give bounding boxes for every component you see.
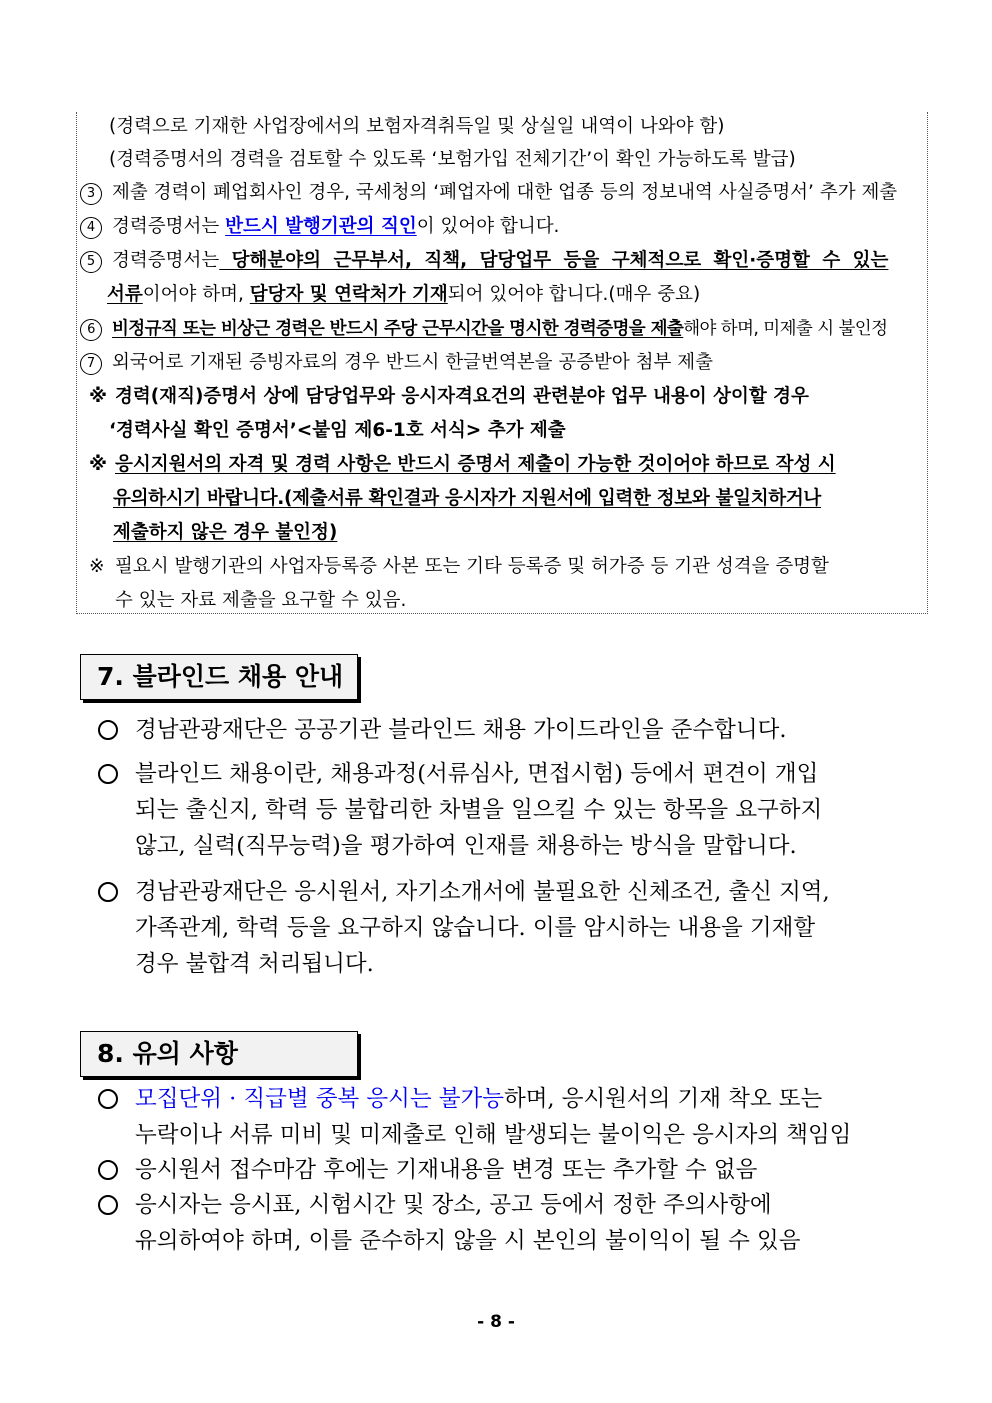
note-text: 필요시 발행기관의 사업자등록증 사본 또는 기타 등록증 및 허가증 등 기관 성격을 증명할 — [115, 556, 829, 577]
note-item-5 — [77, 246, 888, 276]
note-text: 되어 있어야 합니다.(매우 중요) — [447, 284, 701, 305]
circled-number: 3 — [80, 183, 102, 205]
note-text: 경력(재직)증명서 상에 담당업무와 응시자격요건의 관련분야 업무 내용이 상이할 경우 — [115, 386, 809, 407]
note-item-5-cont — [107, 280, 700, 310]
section-title: 7. 블라인드 채용 안내 — [97, 662, 344, 691]
emphasis-text: 당해분야의 근무부서, 직책, 담당업무 등을 구체적으로 확인·증명할 수 있는 — [219, 250, 889, 271]
section-7-paragraph-2: 블라인드 채용이란, 채용과정(서류심사, 면접시험) 등에서 편견이 개입 — [135, 761, 819, 787]
page-number: - 8 - — [477, 1312, 515, 1332]
section-8-paragraph-1 — [135, 1081, 822, 1117]
reference-note-2-cont: 제출하지 않은 경우 불인정) — [113, 522, 338, 543]
emphasis-text: 서류 — [107, 284, 143, 305]
bullet-circle — [98, 882, 118, 902]
circled-number: 5 — [80, 251, 102, 273]
note-item-4 — [77, 212, 559, 242]
note-line: (경력으로 기재한 사업장에서의 보험자격취득일 및 상실일 내역이 나와야 함) — [109, 116, 725, 137]
note-item-6 — [77, 314, 887, 344]
note-text: 경력증명서는 — [112, 216, 226, 237]
note-text: 응시지원서의 자격 및 경력 사항은 반드시 증명서 제출이 가능한 것이어야 하므로 작성 시 — [115, 454, 836, 475]
reference-note-3-cont: 수 있는 자료 제출을 요구할 수 있음. — [115, 590, 407, 611]
note-item-7 — [77, 348, 713, 378]
section-8-paragraph-2: 응시원서 접수마감 후에는 기재내용을 변경 또는 추가할 수 없음 — [135, 1157, 758, 1183]
note-text: 이어야 하며, — [142, 284, 250, 305]
reference-note-1-cont: ‘경력사실 확인 증명서’<붙임 제6-1호 서식> 추가 제출 — [109, 420, 566, 441]
bullet-circle — [98, 1160, 118, 1180]
notice-box — [76, 112, 928, 614]
emphasis-text: 반드시 발행기관의 직인 — [225, 216, 417, 237]
emphasis-text: 모집단위 · 직급별 중복 응시는 불가능 — [135, 1086, 504, 1112]
section-7-paragraph-2: 되는 출신지, 학력 등 불합리한 차별을 일으킬 수 있는 항목을 요구하지 — [135, 797, 823, 823]
section-7-paragraph-3: 가족관계, 학력 등을 요구하지 않습니다. 이를 암시하는 내용을 기재할 — [135, 915, 816, 941]
section-8-paragraph-3: 유의하여야 하며, 이를 준수하지 않을 시 본인의 불이익이 될 수 있음 — [135, 1228, 801, 1254]
circled-number: 6 — [80, 319, 102, 341]
note-text: 경력증명서는 — [112, 250, 220, 271]
circled-number: 4 — [80, 217, 102, 239]
reference-mark: ※ — [89, 556, 105, 577]
reference-mark: ※ — [89, 454, 107, 475]
paragraph-text: 하며, 응시원서의 기재 착오 또는 — [503, 1086, 823, 1112]
bullet-circle — [98, 720, 118, 740]
reference-mark: ※ — [89, 386, 107, 407]
bullet-circle — [98, 1195, 118, 1215]
section-title: 8. 유의 사항 — [97, 1039, 238, 1068]
section-8-paragraph-3: 응시자는 응시표, 시험시간 및 장소, 공고 등에서 정한 주의사항에 — [135, 1192, 772, 1218]
section-7-paragraph-1: 경남관광재단은 공공기관 블라인드 채용 가이드라인을 준수합니다. — [135, 717, 787, 743]
section-8-paragraph-1: 누락이나 서류 미비 및 미제출로 인해 발생되는 불이익은 응시자의 책임임 — [135, 1122, 852, 1148]
note-text: 해야 하며, 미제출 시 불인정 — [683, 319, 888, 339]
reference-note-1 — [79, 382, 809, 412]
note-item-3 — [77, 178, 897, 208]
section-7-paragraph-3: 경남관광재단은 응시원서, 자기소개서에 불필요한 신체조건, 출신 지역, — [135, 879, 830, 905]
bullet-circle — [98, 764, 118, 784]
section-7-paragraph-2: 않고, 실력(직무능력)을 평가하여 인재를 채용하는 방식을 말합니다. — [135, 833, 797, 859]
note-text: 외국어로 기재된 증빙자료의 경우 반드시 한글번역본을 공증받아 첨부 제출 — [112, 352, 714, 373]
emphasis-text: 비정규직 또는 비상근 경력은 반드시 주당 근무시간을 명시한 경력증명을 제출 — [112, 319, 684, 339]
note-text: 제출 경력이 폐업회사인 경우, 국세청의 ‘폐업자에 대한 업종 등의 정보내역 사실증명서’ 추가 제출 — [112, 182, 898, 203]
emphasis-text: 담당자 및 연락처가 기재 — [249, 284, 448, 305]
reference-note-2 — [79, 450, 836, 480]
note-line: (경력증명서의 경력을 검토할 수 있도록 ‘보험가입 전체기간’이 확인 가능하도록 발급) — [109, 149, 796, 170]
bullet-circle — [98, 1089, 118, 1109]
section-7-paragraph-3: 경우 불합격 처리됩니다. — [135, 951, 374, 977]
reference-note-2-cont: 유의하시기 바랍니다.(제출서류 확인결과 응시자가 지원서에 입력한 정보와 불일치하거나 — [113, 488, 821, 509]
note-text: 이 있어야 합니다. — [416, 216, 560, 237]
section-7-header — [80, 654, 358, 700]
reference-note-3 — [79, 552, 829, 582]
section-8-header — [80, 1031, 358, 1077]
circled-number: 7 — [80, 353, 102, 375]
